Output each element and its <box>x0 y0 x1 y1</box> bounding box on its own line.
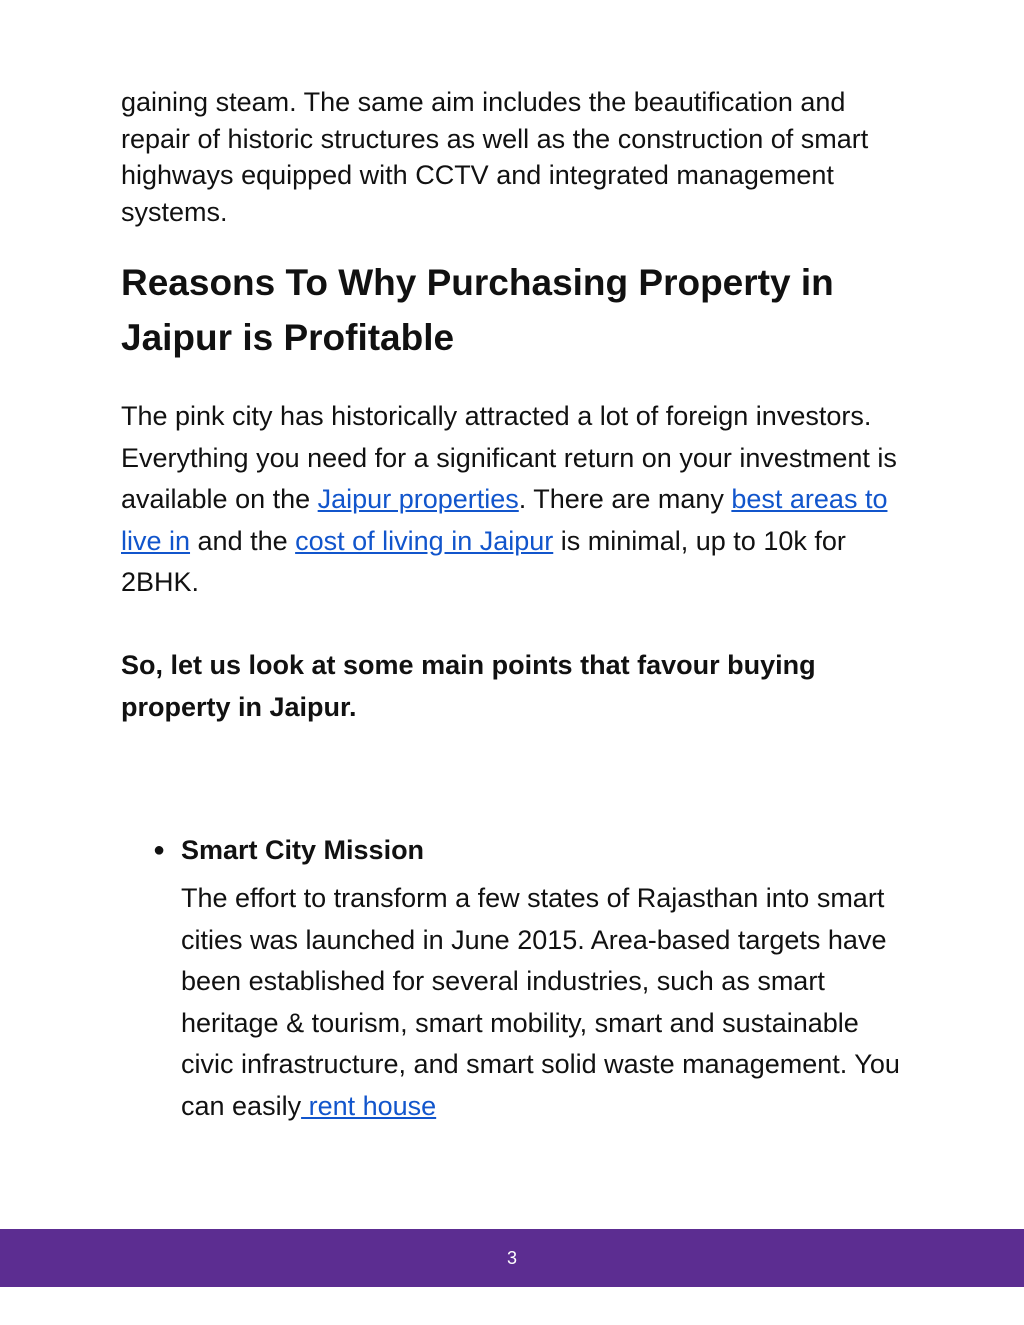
body-paragraph <box>121 396 911 604</box>
paragraph-text: . There are many <box>518 484 732 514</box>
best-areas-link[interactable]: best areas to live in <box>121 484 888 556</box>
callout-text: So, let us look at some main points that favour buying property in Jaipur. <box>121 650 816 722</box>
paragraph-text: is minimal, up to 10k for 2BHK. <box>121 525 846 597</box>
jaipur-properties-link[interactable]: Jaipur properties <box>317 484 519 514</box>
bullet-body <box>181 878 901 1127</box>
page-footer <box>0 1229 1024 1287</box>
section-heading: Reasons To Why Purchasing Property in Jaipur is Profitable <box>121 262 834 358</box>
bullet-dot-icon: ● <box>153 839 166 861</box>
paragraph-text: and the <box>190 525 296 556</box>
paragraph-text: The pink city has historically attracted a lot of foreign investors. Everything you need for a significant return on your investment is available on the <box>121 401 897 514</box>
cost-of-living-link[interactable]: cost of living in Jaipur <box>295 525 554 556</box>
bullet-title: Smart City Mission <box>181 835 425 865</box>
intro-paragraph: gaining steam. The same aim includes the beautification and repair of historic structures as well as the construction of smart highways equipped with CCTV and integrated management systems. <box>121 87 869 227</box>
bullet-body-text: The effort to transform a few states of Rajasthan into smart cities was launched in June 2015. Area-based targets have been established for several industries, such as smart heritage & tourism, smart mobility, smart and sustainable civic infrastructure, and smart solid waste management. You can easily <box>181 883 900 1121</box>
page-number: 3 <box>506 1248 517 1268</box>
rent-house-link[interactable]: rent house <box>301 1090 437 1121</box>
